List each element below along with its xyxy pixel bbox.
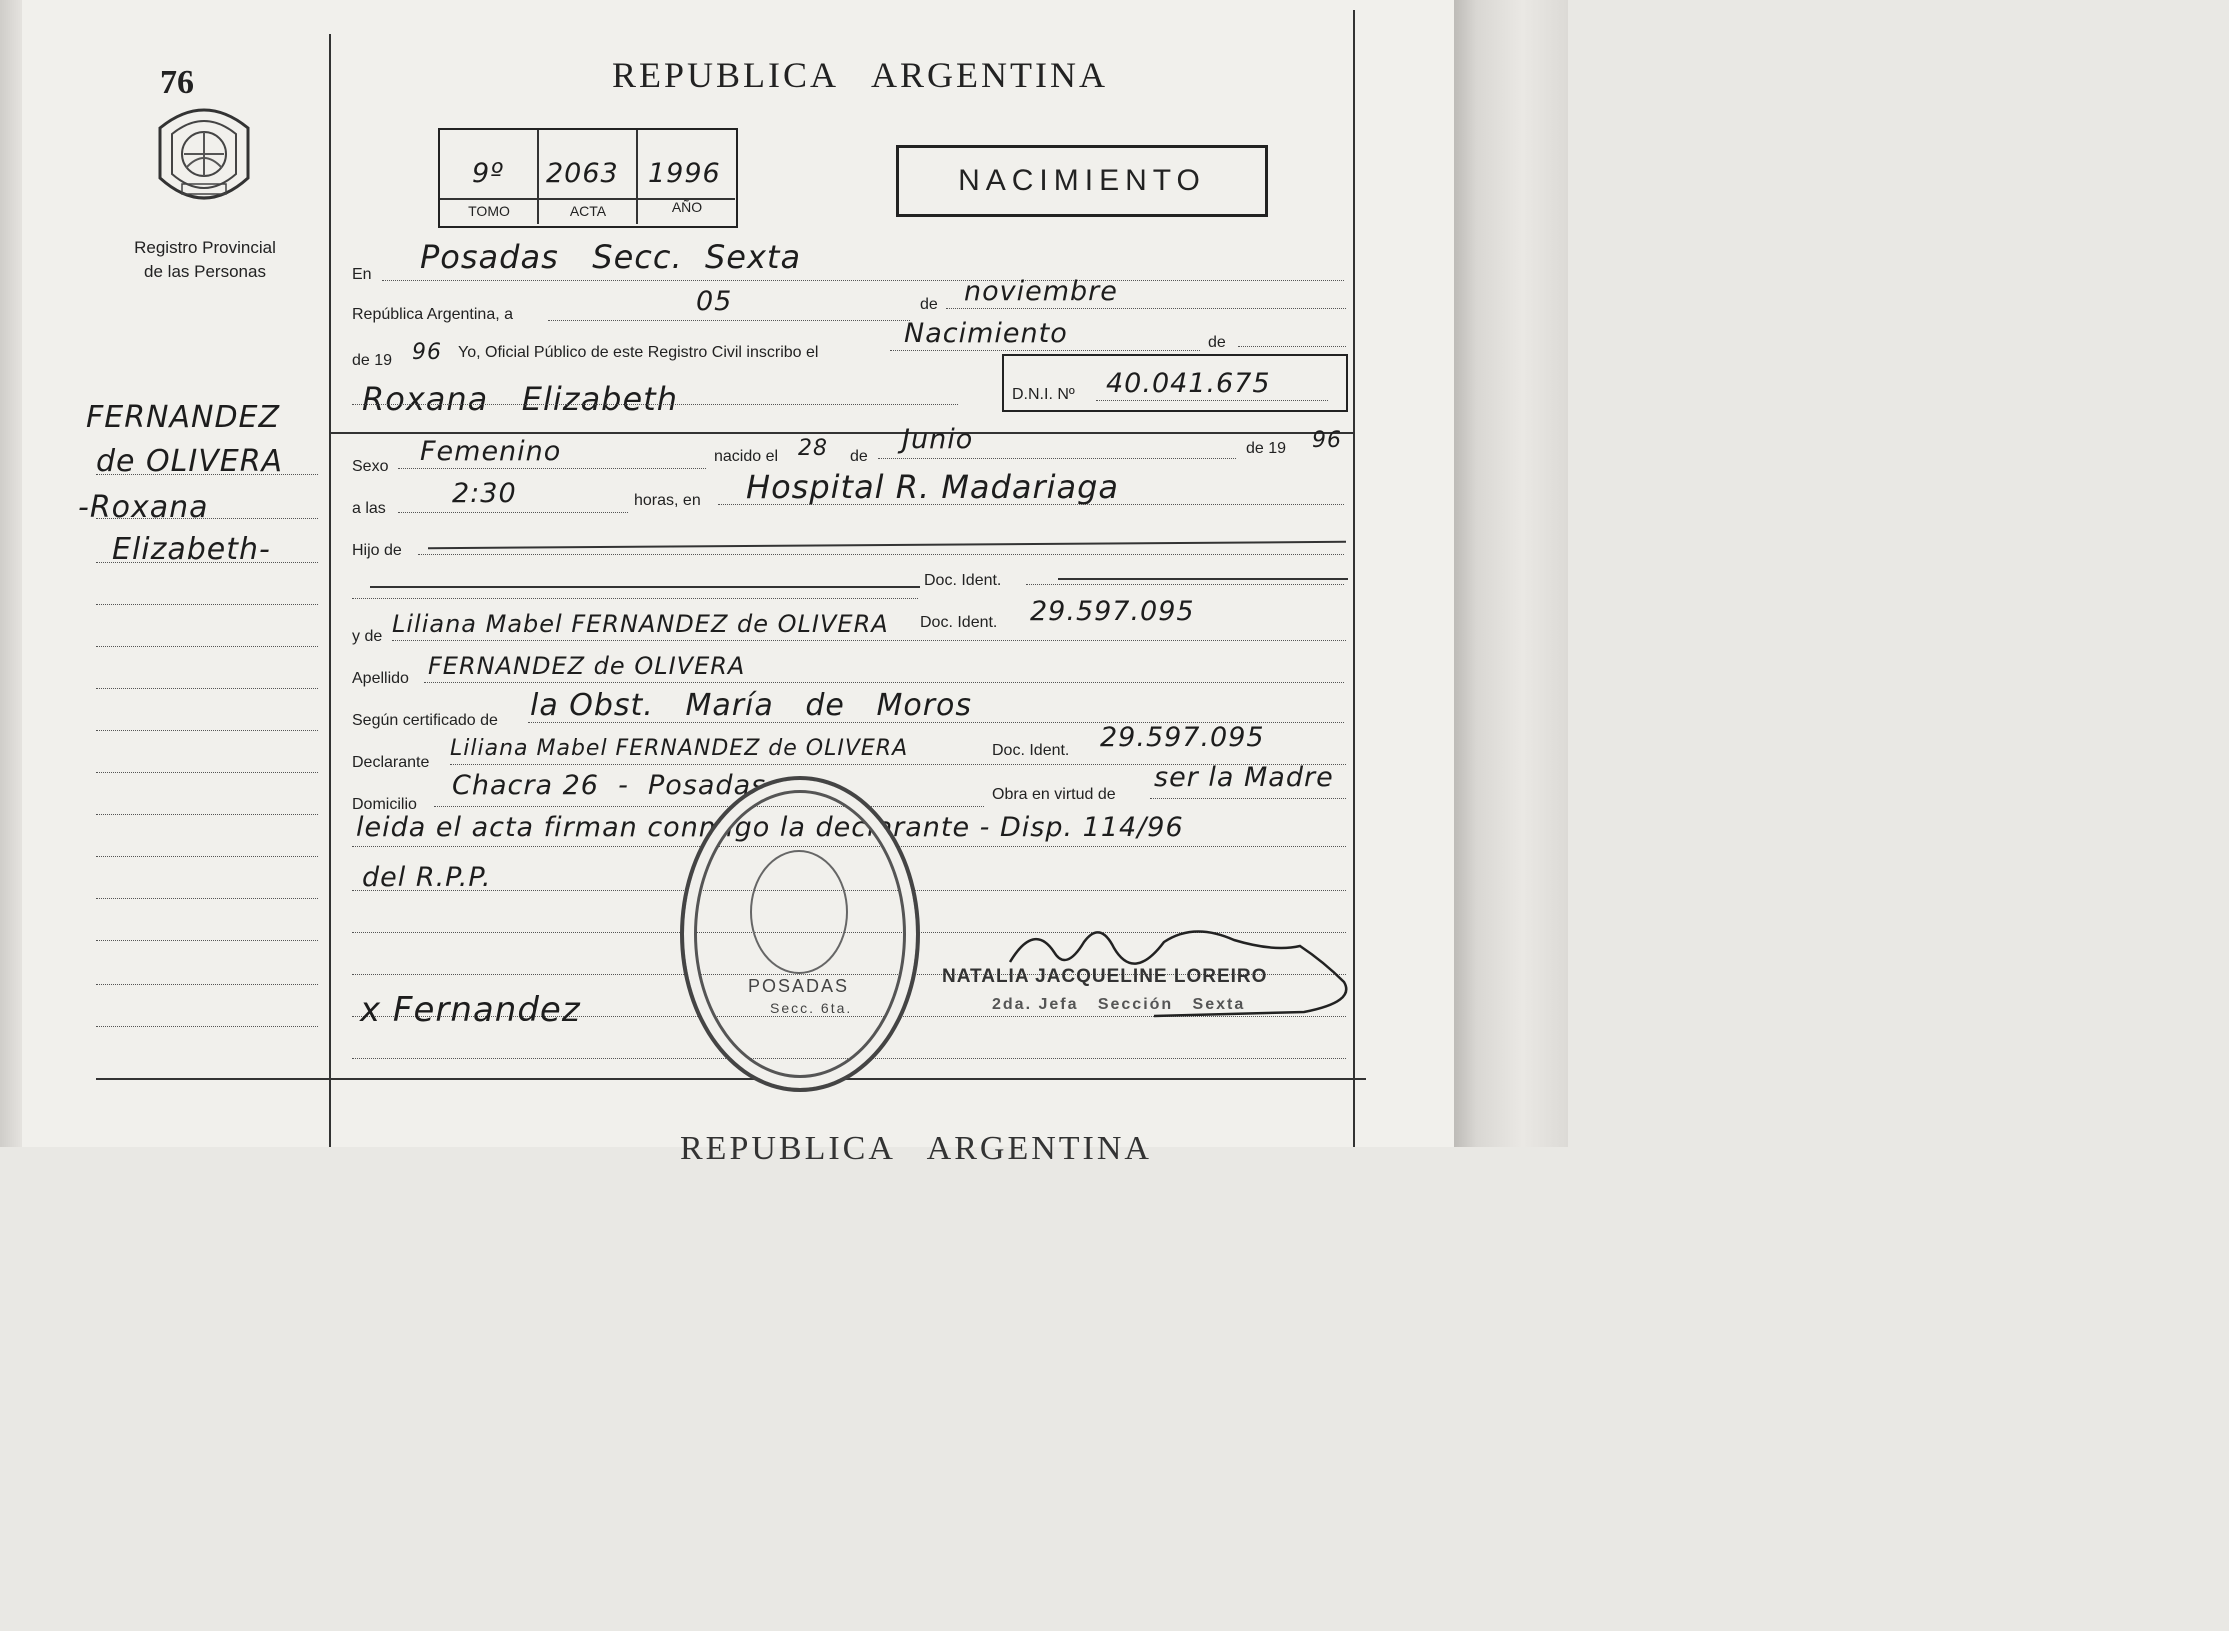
next-page-edge xyxy=(1454,0,1568,1147)
horas-en-label: horas, en xyxy=(634,492,701,509)
madre-line xyxy=(392,640,1346,641)
acta-value: 2063 xyxy=(546,158,619,189)
obra-label: Obra en virtud de xyxy=(992,786,1116,803)
oficial-label: Yo, Oficial Público de este Registro Civil inscribo el xyxy=(458,344,819,361)
en-line xyxy=(382,280,1344,281)
mes-de-label: de xyxy=(920,296,938,313)
declarante-doc-value: 29.597.095 xyxy=(1100,722,1265,753)
anio-registro-value: 96 xyxy=(412,340,442,365)
record-box-divider-1 xyxy=(537,130,539,224)
margin-given-2: Elizabeth- xyxy=(112,532,271,567)
hijo-de-line xyxy=(418,554,1344,555)
inscribo-line xyxy=(890,350,1200,351)
left-column-divider xyxy=(329,34,331,1147)
apellido-line xyxy=(424,682,1344,683)
de-label-2: de xyxy=(1208,334,1226,351)
obra-line xyxy=(1150,798,1346,799)
a-las-label: a las xyxy=(352,500,386,517)
nacido-mes-line xyxy=(878,458,1236,459)
inscribo-value: Nacimiento xyxy=(904,318,1068,349)
seal-inner-ring xyxy=(750,850,848,974)
margin-surname-2: de OLIVERA xyxy=(96,444,284,479)
sexo-label: Sexo xyxy=(352,458,389,475)
en-value: Posadas Secc. Sexta xyxy=(420,238,802,276)
bottom-rule xyxy=(96,1078,1366,1080)
lugar-value: Hospital R. Madariaga xyxy=(746,468,1120,506)
tomo-value: 9º xyxy=(472,158,504,189)
tomo-label: TOMO xyxy=(468,203,510,219)
madre-value: Liliana Mabel FERNANDEZ de OLIVERA xyxy=(392,610,889,638)
padre-strike xyxy=(370,586,920,588)
obra-value: ser la Madre xyxy=(1154,762,1334,793)
margin-surname-1: FERNANDEZ xyxy=(86,400,281,435)
republica-label: República Argentina, a xyxy=(352,306,513,323)
de-line-2 xyxy=(1238,346,1346,347)
acta-label: ACTA xyxy=(569,203,607,219)
record-type-title: NACIMIENTO xyxy=(896,145,1268,217)
de-label-3: de xyxy=(850,448,868,465)
declarante-doc-label: Doc. Ident. xyxy=(992,742,1070,759)
provincia-misiones-emblem-icon xyxy=(152,98,256,214)
record-box-divider-2 xyxy=(636,130,638,224)
margin-given-1: -Roxana xyxy=(78,490,209,525)
padre-doc-strike xyxy=(1058,578,1348,580)
nacido-label: nacido el xyxy=(714,448,779,465)
apellido-label: Apellido xyxy=(352,670,409,687)
hora-value: 2:30 xyxy=(452,478,517,509)
nombre-line xyxy=(352,404,958,405)
dia-line xyxy=(548,320,910,321)
section-divider xyxy=(331,432,1353,434)
anio-label: AÑO xyxy=(671,199,703,215)
certificado-label: Según certificado de xyxy=(352,712,498,729)
nacido-anio-value: 96 xyxy=(1312,428,1342,453)
padre-line xyxy=(352,598,918,599)
next-record-title: REPUBLICA ARGENTINA xyxy=(680,1130,1152,1167)
anio-prefix-label: de 19 xyxy=(352,352,393,369)
dni-label: D.N.I. Nº xyxy=(1012,386,1075,403)
dni-line xyxy=(1096,400,1328,401)
y-de-label: y de xyxy=(352,628,383,645)
binding-edge xyxy=(0,0,22,1147)
domicilio-value: Chacra 26 - Posadas xyxy=(452,770,767,801)
nombre-value: Roxana Elizabeth xyxy=(362,380,678,418)
mes-line xyxy=(946,308,1346,309)
madre-doc-label: Doc. Ident. xyxy=(920,614,998,631)
domicilio-label: Domicilio xyxy=(352,796,417,813)
padre-doc-line xyxy=(1026,584,1344,585)
padre-doc-label: Doc. Ident. xyxy=(924,572,1002,589)
signature-name: NATALIA JACQUELINE LOREIRO xyxy=(942,966,1268,987)
signature-role: 2da. Jefa Sección Sexta xyxy=(992,996,1246,1013)
hora-line xyxy=(398,512,628,513)
sexo-line xyxy=(398,468,706,469)
apellido-value: FERNANDEZ de OLIVERA xyxy=(428,652,746,680)
nacido-anio-prefix: de 19 xyxy=(1246,440,1287,457)
domicilio-line xyxy=(434,806,984,807)
anio-value: 1996 xyxy=(648,158,721,189)
registro-provincial-label: Registro Provincial de las Personas xyxy=(134,238,276,281)
declarante-value: Liliana Mabel FERNANDEZ de OLIVERA xyxy=(450,736,909,761)
country-title: REPUBLICA ARGENTINA xyxy=(612,55,1109,95)
observaciones-line-1: leida el acta firman conmigo la declarante - Disp. 114/96 xyxy=(356,812,1184,843)
certificado-value: la Obst. María de Moros xyxy=(530,688,973,723)
declarante-label: Declarante xyxy=(352,754,430,771)
madre-doc-value: 29.597.095 xyxy=(1030,596,1195,627)
seal-city: POSADAS xyxy=(748,976,850,996)
hijo-de-label: Hijo de xyxy=(352,542,402,559)
nacido-mes-value: Junio xyxy=(902,424,974,455)
dni-value: 40.041.675 xyxy=(1106,368,1271,399)
observaciones-line-2: del R.P.P. xyxy=(362,862,492,893)
dia-value: 05 xyxy=(696,286,733,317)
nacido-dia-value: 28 xyxy=(798,436,828,461)
firma-declarante: x Fernandez xyxy=(360,990,581,1030)
seal-section: Secc. 6ta. xyxy=(770,1000,853,1016)
sexo-value: Femenino xyxy=(420,436,562,467)
mes-value: noviembre xyxy=(964,276,1118,307)
folio-number: 76 xyxy=(160,64,194,101)
en-label: En xyxy=(352,266,372,283)
